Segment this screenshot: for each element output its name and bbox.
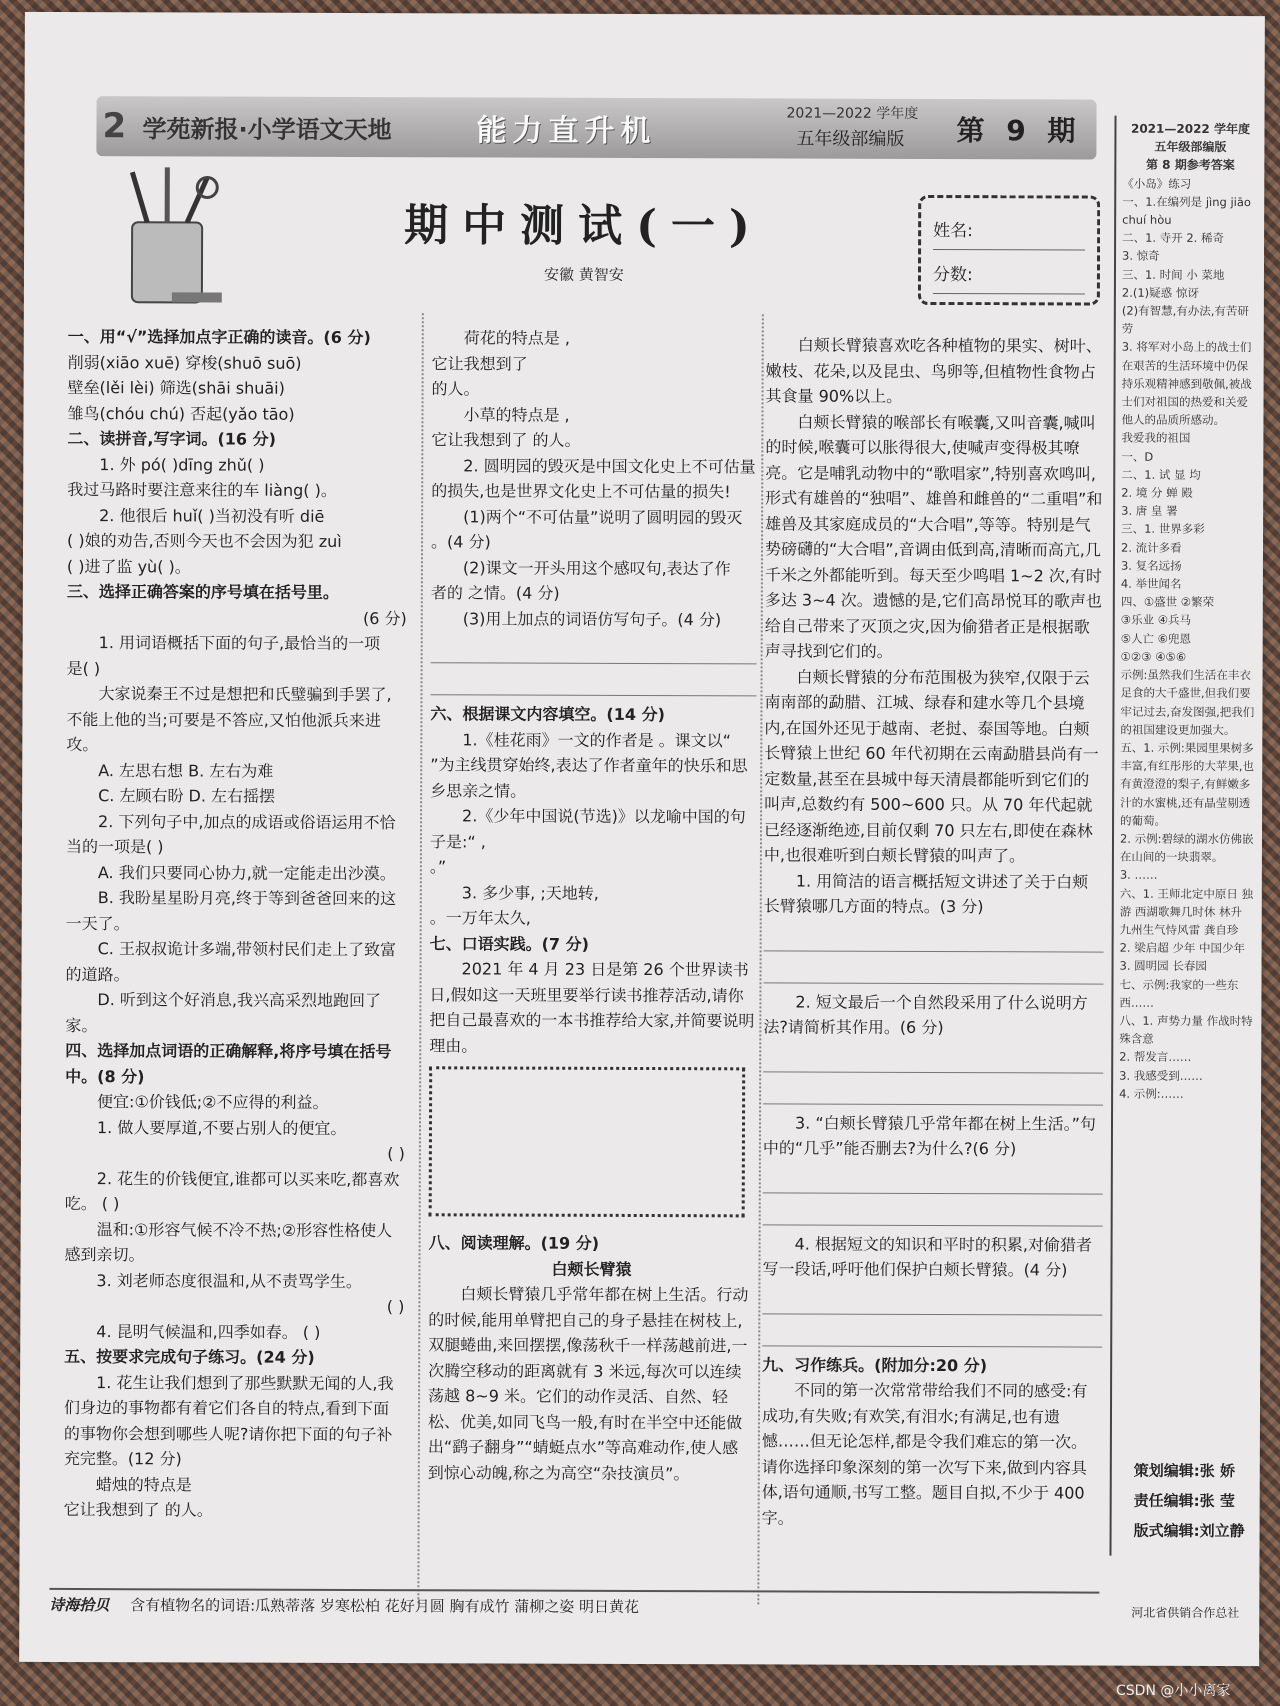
sidebar-answer-line: 一、D bbox=[1121, 449, 1154, 464]
question-text: 2. 圆明园的毁灭是中国文化史上不可估量的损失,也是世界文化史上不可估量的损失! bbox=[431, 455, 756, 502]
section-heading: 七、口语实践。(7 分) bbox=[429, 933, 590, 954]
sidebar-answer-line: 三、1. 世界多彩 bbox=[1121, 522, 1205, 537]
section-heading: 一、用“√”选择加点字正确的读音。(6 分) bbox=[67, 326, 371, 348]
answer-sidebar bbox=[1110, 116, 1265, 1557]
section-heading: 三、选择正确答案的序号填在括号里。 bbox=[66, 581, 339, 602]
name-field[interactable]: 姓名: bbox=[933, 216, 1085, 251]
question-text: D. 听到这个好消息,我兴高采烈地跑回了家。 bbox=[65, 990, 382, 1035]
sidebar-answer-line: 3. …… bbox=[1119, 867, 1158, 883]
question-text: 便宜:①价钱低;②不应得的利益。 bbox=[97, 1092, 329, 1112]
footer-label: 诗海拾贝 bbox=[49, 1595, 110, 1615]
section-heading: 五、按要求完成句子练习。(24 分) bbox=[64, 1346, 315, 1367]
masthead-issue-number: 2 bbox=[102, 106, 127, 147]
question-text: C. 左顾右盼 D. 左右摇摆 bbox=[98, 786, 276, 806]
question-text: 2021 年 4 月 23 日是第 26 个世界读书日,假如这一天班里要举行读书推荐活动,请你把自己最喜欢的一本书推荐给大家,并简要说明理由。 bbox=[429, 959, 755, 1055]
footer-text: 含有植物名的词语:瓜熟蒂落 岁寒松柏 花好月圆 胸有成竹 蒲柳之姿 明日黄花 bbox=[130, 1596, 640, 1616]
issue-label: 第 9 期 bbox=[956, 114, 1082, 148]
page-title: 期中测试(一) bbox=[404, 200, 764, 253]
answer-box[interactable] bbox=[429, 1066, 746, 1217]
answer-line[interactable] bbox=[762, 1288, 1102, 1315]
sidebar-answer-line: 3. 复名远扬 bbox=[1120, 558, 1182, 573]
sidebar-answer-line: 示例:虽然我们生活在丰衣足食的大千盛世,但我们要牢记过去,奋发图强,把我们的祖国建设更加强大。 bbox=[1120, 667, 1255, 737]
sidebar-answer-line: 2. 示例:碧绿的湖水仿佛嵌在山间的一块翡翠。 bbox=[1119, 831, 1254, 865]
name-score-box bbox=[918, 195, 1100, 306]
question-text: 小草的特点是 , bbox=[463, 404, 570, 425]
sidebar-answer-line: 三、1. 时间 小 菜地 bbox=[1121, 267, 1225, 282]
sidebar-answer-line: 3. 圆明园 长春园 bbox=[1119, 959, 1207, 974]
question-text: 2. 花生的价钱便宜,谁都可以买来吃,都喜欢吃。 ( ) bbox=[64, 1168, 400, 1214]
question-text: 不同的第一次常常带给我们不同的感受:有成功,有失败;有欢笑,有泪水;有满足,也有遗憾……但无论怎样,都是令我们难忘的第一次。请你选择印象深刻的第一次写下来,做到内容具体,语句通顺,书写工整。题目自拟,不少于 400 字。 bbox=[761, 1380, 1088, 1528]
question-text: 1. 花生让我们想到了那些默默无闻的人,我们身边的事物都有着它们各自的特点,看到下面的事物你会想到哪些人呢?请你把下面的句子补充完整。(12 分) bbox=[63, 1372, 394, 1469]
question-text: A. 左思右想 B. 左右为难 bbox=[98, 760, 274, 781]
sidebar-answer-line: 2. 流计多看 bbox=[1120, 540, 1182, 555]
question-text: 削弱(xiāo xuē) 穿梭(shuō suō) bbox=[67, 352, 302, 373]
credit-planner: 策划编辑:张 娇 bbox=[1133, 1461, 1236, 1481]
question-text: 者的 之情。(4 分) bbox=[430, 583, 560, 603]
question-text: 3. 刘老师态度很温和,从不责骂学生。 bbox=[96, 1270, 362, 1291]
sidebar-answer-line: 四、①盛世 ②繁荣 bbox=[1120, 594, 1215, 610]
question-text: B. 我盼星星盼月亮,终于等到爸爸回来的这一天了。 bbox=[65, 888, 397, 933]
section-heading: 四、选择加点词语的正确解释,将序号填在括号中。(8 分) bbox=[65, 1040, 392, 1086]
section-heading: 六、根据课文内容填空。(14 分) bbox=[430, 704, 665, 725]
sidebar-answer-line: 六、1. 王师北定中原日 独游 西湖歌舞几时休 林升 九州生气恃风雷 龚自珍 bbox=[1119, 886, 1254, 938]
masthead bbox=[96, 96, 1096, 159]
column-title: 能力直升机 bbox=[476, 113, 657, 150]
sidebar-answer-line: 二、1. 试 显 均 bbox=[1121, 467, 1201, 482]
question-text: 2. 他很后 huǐ( )当初没有听 diē bbox=[99, 505, 325, 526]
exam-paper bbox=[19, 12, 1265, 1666]
sidebar-answer-line: ③乐业 ④兵马 bbox=[1120, 613, 1192, 628]
question-text: ( ) bbox=[386, 1297, 405, 1317]
column-1 bbox=[64, 324, 408, 1524]
sidebar-answer-line: 我爱我的祖国 bbox=[1121, 431, 1191, 446]
question-text: 1. 用词语概括下面的句子,最恰当的一项 bbox=[98, 633, 381, 654]
question-text: (1)两个“不可估量”说明了圆明园的毁灭 bbox=[463, 506, 743, 527]
sidebar-answer-line: 4. 示例:…… bbox=[1119, 1086, 1184, 1101]
question-text: 4. 根据短文的知识和平时的积累,对偷猎者写一段话,呼吁他们保护白颊长臂猿。(4 分) bbox=[762, 1234, 1093, 1280]
sidebar-answer-line: 一、1.在编列是 jìng jiāo bbox=[1122, 194, 1251, 209]
question-text: 雏鸟(chóu chú) 否起(yǎo tāo) bbox=[67, 403, 295, 424]
question-text: (3)用上加点的词语仿写句子。(4 分) bbox=[462, 608, 722, 629]
question-text: 1. 外 pó( )dīng zhǔ( ) bbox=[99, 454, 265, 475]
sidebar-header: 第 8 期参考答案 bbox=[1145, 158, 1235, 173]
sidebar-answer-line: 2.(1)疑惑 惊讶 bbox=[1121, 285, 1199, 300]
question-text: 我过马路时要注意来往的车 liàng( )。 bbox=[67, 479, 337, 500]
sidebar-answer-line: 3. 惊奇 bbox=[1122, 249, 1160, 264]
question-text: 1. 用简洁的语言概括短文讲述了关于白颊长臂猿哪几方面的特点。(3 分) bbox=[763, 871, 1089, 917]
sidebar-answer-line: 八、1. 声势力量 作战时特殊含意 bbox=[1119, 1013, 1253, 1046]
sidebar-answer-line: 2. 梁启超 少年 中国少年 bbox=[1119, 940, 1246, 956]
credit-layout: 版式编辑:刘立静 bbox=[1133, 1521, 1245, 1541]
sidebar-answer-line: 3. 唐 皇 署 bbox=[1121, 503, 1178, 519]
score-field[interactable]: 分数: bbox=[933, 260, 1085, 295]
sidebar-answer-line: chuí hòu bbox=[1122, 212, 1172, 227]
sidebar-answer-line: 《小岛》练习 bbox=[1122, 176, 1192, 191]
sidebar-answer-line: 2. 帮发言…… bbox=[1119, 1050, 1192, 1065]
school-year: 2021—2022 学年度 bbox=[786, 105, 919, 122]
answer-line[interactable] bbox=[764, 925, 1104, 952]
question-text: 的人。 bbox=[431, 379, 480, 399]
sidebar-answer-line: 3. 我感受到…… bbox=[1119, 1068, 1203, 1083]
section-heading: 八、阅读理解。(19 分) bbox=[428, 1233, 600, 1253]
pencil-cup-icon bbox=[112, 162, 223, 312]
question-text: 。(4 分) bbox=[431, 532, 491, 552]
answer-line[interactable] bbox=[763, 1046, 1103, 1073]
question-text: ( )娘的劝告,否则今天也不会因为犯 zuì bbox=[67, 530, 342, 551]
question-text: ( ) bbox=[387, 1144, 405, 1164]
credit-editor: 责任编辑:张 莹 bbox=[1133, 1491, 1235, 1511]
publisher: 河北省供销合作总社 bbox=[1131, 1605, 1240, 1621]
answer-line[interactable] bbox=[762, 1320, 1102, 1347]
question-text: (2)课文一开头用这个感叹句,表达了作 bbox=[462, 557, 731, 578]
watermark: CSDN @小小离家 bbox=[1116, 1683, 1231, 1699]
column-divider bbox=[417, 313, 424, 1603]
question-text: 白颊长臂猿的喉部长有喉囊,又叫音囊,喊叫的时候,喉囊可以胀得很大,使喊声变得极其嘹亮。它是哺乳动物中的“歌唱家”,特别喜欢鸣叫,形式有雄兽的“独唱”、雄兽和雌兽的“二重唱”和雄兽及其家庭成员的“大合唱”,等等。特别是气势磅礴的“大合唱”,音调由低到高,清晰而高亢,几千米之外都能听到。每天至少鸣唱 1~2 次,有时多达 3~4 次。遗憾的是,它们高昂悦耳的歌声也给自己带来了灭顶之灾,因为偷猎者正是根据歌声寻找到它们的。 bbox=[764, 412, 1103, 661]
author: 安徽 黄智安 bbox=[543, 265, 624, 284]
section-heading: 二、读拼音,写字词。(16 分) bbox=[67, 428, 276, 449]
question-text: C. 王叔叔诡计多端,带领村民们走上了致富的道路。 bbox=[65, 939, 397, 984]
sidebar-header: 五年级部编版 bbox=[1154, 139, 1227, 155]
column-2 bbox=[428, 325, 758, 1486]
sidebar-answer-line: 4. 举世闻名 bbox=[1120, 576, 1182, 591]
question-text: 它让我想到了 的人。 bbox=[431, 430, 581, 450]
section-heading: 九、习作练兵。(附加分:20 分) bbox=[762, 1354, 988, 1375]
question-text: 3. 多少事, ;天地转, bbox=[461, 882, 599, 903]
sidebar-answer-line: (2)有智慧,有办法,有苦研劳 bbox=[1121, 303, 1249, 336]
grade-edition: 五年级部编版 bbox=[796, 128, 905, 150]
question-text: 2. 下列句子中,加点的成语或俗语运用不恰当的一项是( ) bbox=[65, 811, 396, 857]
question-text: 。一万年太久, bbox=[429, 908, 531, 928]
question-text: 3. “白颊长臂猿几乎常年都在树上生活。”句中的“几乎”能否删去?为什么?(6 分) bbox=[762, 1113, 1096, 1159]
sidebar-answer-line: 二、1. 寺开 2. 稀奇 bbox=[1122, 230, 1225, 246]
question-text: 。” bbox=[429, 857, 447, 877]
question-text: 白颊长臂猿几乎常年都在树上生活。行动的时候,能用单臂把自己的身子悬挂在树枝上,双腿蜷曲,来回摆摆,像荡秋千一样荡越前进,一次腾空移动的距离就有 3 米远,每次可以连续荡越 8~9 米。它们的动作灵活、自然、轻松、优美,如同飞鸟一般,有时在半空中还能做出“鹞子翻身”“蜻蜓点水”等高难动作,使人感到惊心动魄,称之为高空“杂技演员”。 bbox=[427, 1284, 749, 1483]
sidebar-answer-line: ①②③ ④⑤⑥ bbox=[1120, 649, 1187, 664]
question-text: 壁垒(lěi lèi) 筛选(shāi shuāi) bbox=[67, 377, 285, 398]
question-text: 2. 短文最后一个自然段采用了什么说明方法?请简析其作用。(6 分) bbox=[763, 992, 1088, 1038]
answer-line[interactable] bbox=[431, 637, 757, 664]
question-text: ( )进了监 yù( )。 bbox=[66, 556, 191, 576]
sidebar-answer-line: ⑤人亡 ⑥兜恩 bbox=[1120, 631, 1192, 646]
sidebar-answer-line: 五、1. 示例:果园里果树多丰富,有红彤彤的大苹果,也有黄澄澄的梨子,有鲜嫩多汁的水蜜桃,还有晶莹剔透的葡萄。 bbox=[1120, 740, 1255, 828]
paper-name: 学苑新报·小学语文天地 bbox=[142, 115, 392, 145]
answer-line[interactable] bbox=[431, 669, 757, 696]
credits bbox=[1134, 1456, 1254, 1546]
answer-line[interactable] bbox=[763, 1078, 1103, 1105]
question-text: 温和:①形容气候不冷不热;②形容性格使人感到亲切。 bbox=[64, 1219, 393, 1265]
sidebar-answer-line: 2. 境 分 蝉 殿 bbox=[1121, 485, 1193, 500]
question-text: 荷花的特点是 , bbox=[463, 328, 570, 348]
question-text: 是( ) bbox=[66, 658, 101, 678]
column-3 bbox=[762, 332, 1106, 1531]
question-text: 白颊长臂猿 bbox=[551, 1259, 632, 1279]
answer-line[interactable] bbox=[763, 1199, 1103, 1226]
footer-bar bbox=[49, 1588, 1099, 1622]
question-text: 1. 做人要厚道,不要占别人的便宜。 bbox=[96, 1117, 347, 1138]
question-text: 蜡烛的特点是 bbox=[95, 1474, 192, 1494]
sidebar-header: 2021—2022 学年度 bbox=[1130, 121, 1250, 137]
question-text: 2.《少年中国说(节选)》以龙喻中国的句子是:“ , bbox=[429, 806, 746, 851]
answer-line[interactable] bbox=[763, 957, 1103, 984]
sidebar-answer-line: 七、示例:我家的一些东西…… bbox=[1119, 977, 1239, 1010]
question-text: 白颊长臂猿的分布范围极为狭窄,仅限于云南南部的勐腊、江城、绿春和建水等几个县境内,在国外还见于越南、老挝、泰国等地。白颊长臂猿上世纪 60 年代初期在云南勐腊县尚有一定数量,甚至在县城中每天清晨都能听到它们的叫声,总数约有 500~600 只。从 70 年代起就已经逐渐绝迹,目前仅剩 70 只左右,即使在森林中,也很难听到白颊长臂猿的叫声了。 bbox=[763, 667, 1099, 866]
question-text: A. 我们只要同心协力,就一定能走出沙漠。 bbox=[97, 862, 396, 883]
question-text: 白颊长臂猿喜欢吃各种植物的果实、树叶、嫩枝、花朵,以及昆虫、鸟卵等,但植物性食物占其食量 90%以上。 bbox=[765, 335, 1102, 406]
answer-line[interactable] bbox=[763, 1167, 1103, 1194]
sidebar-answer-line: 3. 将军对小岛上的战士们在艰苦的生活环境中仍保持乐观精神感到敬佩,被战士们对祖国的热爱和关爱他人的品质所感动。 bbox=[1121, 340, 1252, 428]
question-text: 它让我想到了 bbox=[431, 353, 528, 374]
question-text: 大家说秦王不过是想把和氏璧骗到手罢了,不能上他的当;可要是不答应,又怕他派兵来进攻。 bbox=[66, 684, 392, 755]
question-text: (6 分) bbox=[362, 608, 407, 628]
sidebar-answers bbox=[1119, 174, 1258, 1103]
question-text: 它让我想到了 的人。 bbox=[63, 1499, 213, 1520]
question-text: 1.《桂花雨》一文的作者是 。课文以“ ”为主线贯穿始终,表达了作者童年的快乐和思乡思亲之情。 bbox=[430, 729, 748, 801]
question-text: 4. 昆明气候温和,四季如春。 ( ) bbox=[96, 1321, 321, 1342]
